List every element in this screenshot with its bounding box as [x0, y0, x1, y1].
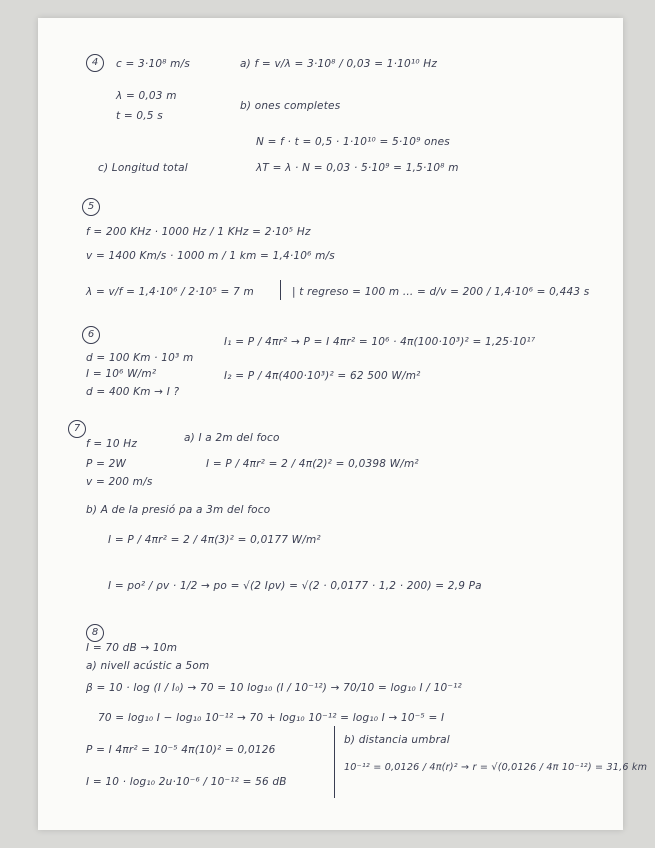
problem-number: 8: [86, 624, 104, 642]
handwritten-line: I₂ = P / 4π(400·10³)² = 62 500 W/m²: [224, 370, 421, 382]
handwritten-line: 10⁻¹² = 0,0126 / 4π(r)² → r = √(0,0126 / 4π 10⁻¹²) = 31,6 km: [344, 762, 648, 773]
handwritten-line: b) distancia umbral: [344, 734, 450, 746]
handwritten-line: c = 3·10⁸ m/s: [116, 58, 191, 70]
handwritten-line: I = 70 dB → 10m: [86, 642, 178, 654]
handwritten-line: b) ones completes: [240, 100, 341, 112]
handwritten-line: f = 10 Hz: [86, 438, 138, 450]
handwritten-line: v = 1400 Km/s · 1000 m / 1 km = 1,4·10⁶ m/s: [86, 250, 335, 262]
handwritten-line: b) A de la presió pa a 3m del foco: [86, 504, 271, 516]
handwritten-line: a) nivell acústic a 5om: [86, 660, 210, 672]
handwritten-line: P = I 4πr² = 10⁻⁵ 4π(10)² = 0,0126: [86, 744, 276, 756]
problem-number: 7: [68, 420, 86, 438]
handwritten-line: λT = λ · N = 0,03 · 5·10⁹ = 1,5·10⁸ m: [256, 162, 459, 174]
handwritten-line: c) Longitud total: [98, 162, 188, 174]
handwritten-line: β = 10 · log (I / I₀) → 70 = 10 log₁₀ (I / 10⁻¹²) → 70/10 = log₁₀ I / 10⁻¹²: [86, 682, 462, 694]
problem-number: 5: [82, 198, 100, 216]
handwritten-line: 70 = log₁₀ I − log₁₀ 10⁻¹² → 70 + log₁₀ 10⁻¹² = log₁₀ I → 10⁻⁵ = I: [98, 712, 445, 724]
handwritten-line: I = 10 · log₁₀ 2u·10⁻⁶ / 10⁻¹² = 56 dB: [86, 776, 287, 788]
handwritten-line: I = 10⁶ W/m²: [86, 368, 157, 380]
handwritten-line: d = 400 Km → I ?: [86, 386, 180, 398]
handwritten-line: λ = v/f = 1,4·10⁶ / 2·10⁵ = 7 m: [86, 286, 254, 298]
handwritten-line: | t regreso = 100 m ... = d/v = 200 / 1,4·10⁶ = 0,443 s: [292, 286, 590, 298]
handwritten-line: I₁ = P / 4πr² → P = I 4πr² = 10⁶ · 4π(100·10³)² = 1,25·10¹⁷: [224, 336, 536, 348]
handwritten-line: I = P / 4πr² = 2 / 4π(2)² = 0,0398 W/m²: [206, 458, 419, 470]
divider-stroke: [280, 280, 281, 300]
handwritten-line: I = po² / ρv · 1/2 → po = √(2 Iρv) = √(2 · 0,0177 · 1,2 · 200) = 2,9 Pa: [108, 580, 482, 592]
handwritten-line: I = P / 4πr² = 2 / 4π(3)² = 0,0177 W/m²: [108, 534, 321, 546]
notebook-page: [38, 18, 648, 830]
handwritten-line: N = f · t = 0,5 · 1·10¹⁰ = 5·10⁹ ones: [256, 136, 450, 148]
problem-number: 4: [86, 54, 104, 72]
handwritten-line: a) f = v/λ = 3·10⁸ / 0,03 = 1·10¹⁰ Hz: [240, 58, 438, 70]
column-divider: [334, 726, 335, 798]
handwritten-line: v = 200 m/s: [86, 476, 153, 488]
handwritten-line: a) I a 2m del foco: [184, 432, 280, 444]
handwritten-line: f = 200 KHz · 1000 Hz / 1 KHz = 2·10⁵ Hz: [86, 226, 311, 238]
handwritten-line: λ = 0,03 m: [116, 90, 177, 102]
handwritten-line: t = 0,5 s: [116, 110, 163, 122]
handwritten-line: P = 2W: [86, 458, 127, 470]
problem-number: 6: [82, 326, 100, 344]
handwritten-line: d = 100 Km · 10³ m: [86, 352, 194, 364]
